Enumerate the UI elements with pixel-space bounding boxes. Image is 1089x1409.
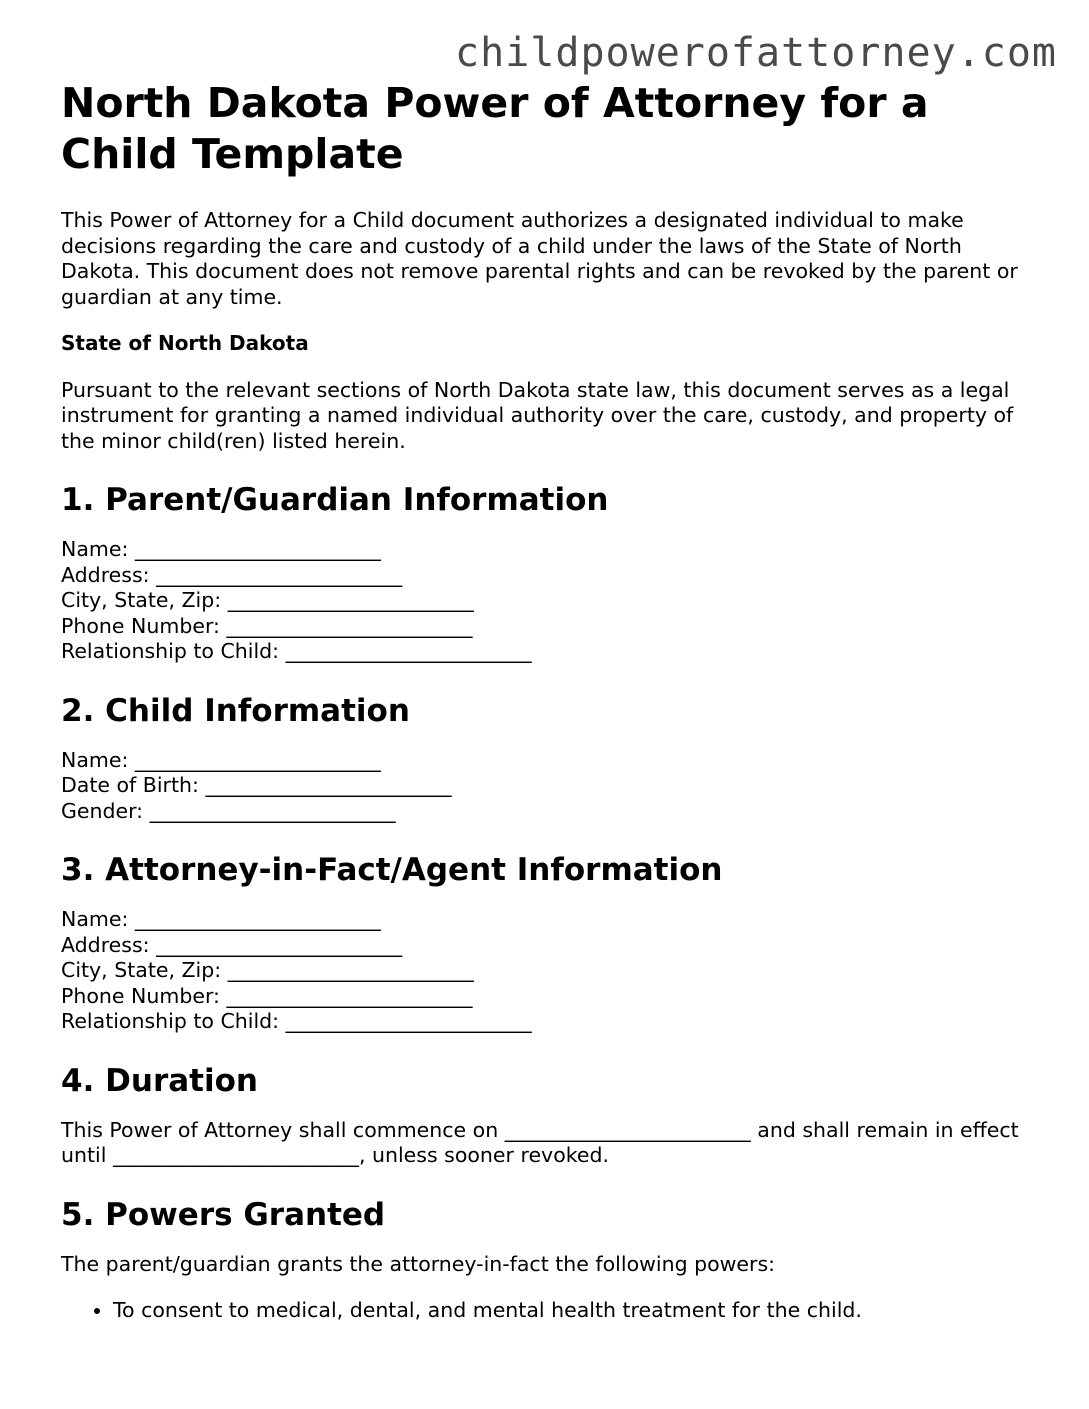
parent-fields (61, 537, 1041, 665)
child-name-field[interactable]: Name: ________________________ (61, 747, 381, 772)
child-gender-field[interactable]: Gender: ________________________ (61, 798, 396, 823)
section-parent-heading: 1. Parent/Guardian Information (61, 482, 609, 518)
parent-phone-field[interactable]: Phone Number: ________________________ (61, 613, 473, 638)
parent-city-state-zip-field[interactable]: City, State, Zip: ________________________ (61, 588, 474, 612)
section-duration-heading: 4. Duration (61, 1062, 258, 1099)
intro-paragraph: This Power of Attorney for a Child document authorizes a designated individual to make decisions regarding the care and custody of a child under the laws of the State of North Dakota. This document does not remove parental rights and can be revoked by the parent or guardian at any time. (61, 208, 1018, 309)
site-watermark: childpowerofattorney.com (455, 30, 1057, 76)
commence-date-blank[interactable]: ________________________ (504, 1117, 751, 1142)
document-title: North Dakota Power of Attorney for a Child Template (61, 79, 929, 178)
duration-paragraph: This Power of Attorney shall commence on ________________________ and shall remain in effect until ________________________, unless sooner revoked. (61, 1117, 1019, 1167)
pursuant-paragraph: Pursuant to the relevant sections of North Dakota state law, this document serves as a legal instrument for granting a named individual authority over the care, custody, and property of the minor child(ren) listed herein. (61, 377, 1014, 453)
agent-address-field[interactable]: Address: ________________________ (61, 932, 403, 957)
document-body (61, 78, 1041, 1324)
powers-intro: The parent/guardian grants the attorney-in-fact the following powers: (61, 1251, 776, 1276)
powers-list (61, 1298, 1041, 1324)
list-item: • To consent to medical, dental, and mental health treatment for the child. (113, 1298, 1041, 1324)
section-powers-heading: 5. Powers Granted (61, 1196, 386, 1233)
agent-fields (61, 907, 1041, 1035)
agent-phone-field[interactable]: Phone Number: ________________________ (61, 983, 473, 1008)
section-agent-heading: 3. Attorney-in-Fact/Agent Information (61, 852, 723, 888)
section-child-heading: 2. Child Information (61, 692, 410, 729)
end-date-blank[interactable]: ________________________ (112, 1143, 359, 1167)
state-heading: State of North Dakota (61, 331, 309, 355)
child-dob-field[interactable]: Date of Birth: ________________________ (61, 773, 452, 797)
child-fields (61, 748, 1041, 825)
parent-name-field[interactable]: Name: ________________________ (61, 537, 381, 561)
agent-relationship-field[interactable]: Relationship to Child: ________________________ (61, 1009, 532, 1033)
parent-relationship-field[interactable]: Relationship to Child: ________________________ (61, 639, 532, 663)
agent-city-state-zip-field[interactable]: City, State, Zip: ________________________ (61, 958, 474, 982)
agent-name-field[interactable]: Name: ________________________ (61, 907, 381, 931)
parent-address-field[interactable]: Address: ________________________ (61, 562, 403, 587)
